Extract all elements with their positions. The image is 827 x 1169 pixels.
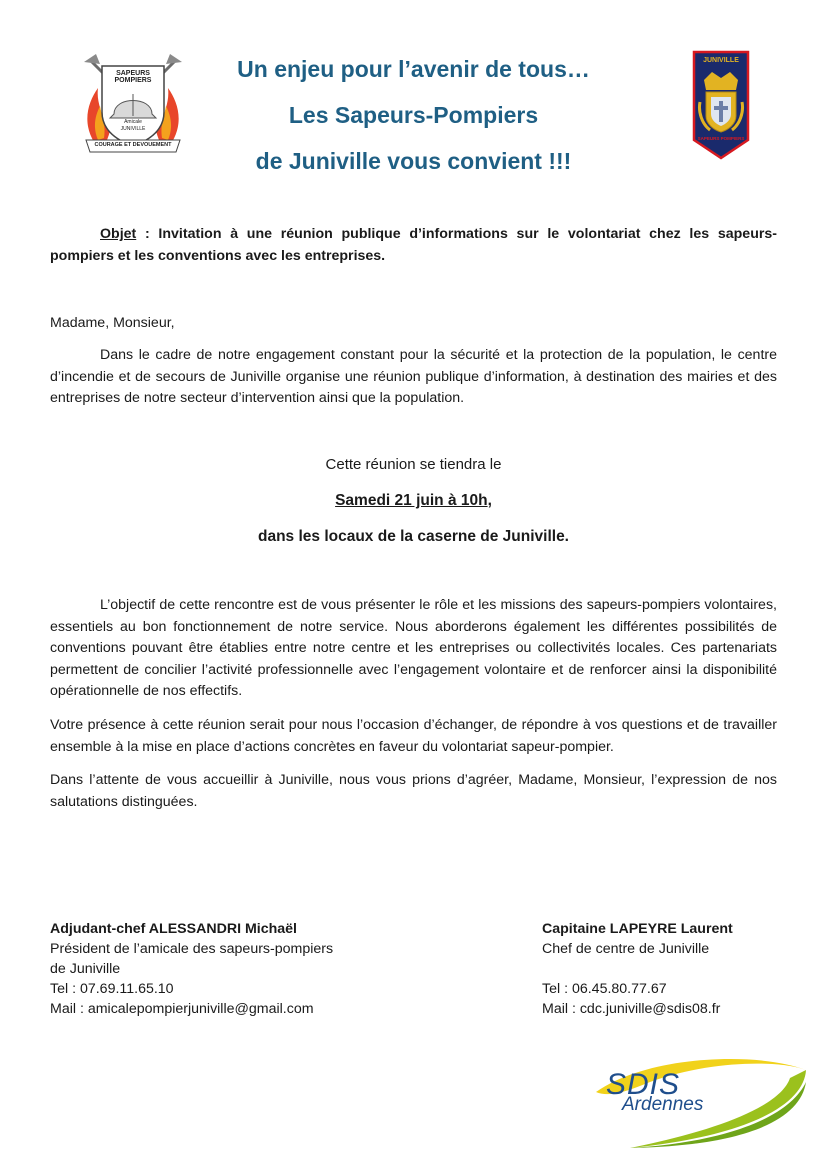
title-line-2: Les Sapeurs-Pompiers [288, 102, 539, 128]
signatory-right-name: Capitaine LAPEYRE Laurent [542, 921, 733, 937]
signatory-left-mail: Mail : amicalepompierjuniville@gmail.com [50, 1001, 314, 1017]
salutation: Madame, Monsieur, [50, 315, 175, 331]
sdis-ardennes-logo [590, 1052, 810, 1152]
meeting-place: dans les locaux de la caserne de Juniville. [257, 528, 569, 545]
crest-top-text: JUNIVILLE [703, 57, 739, 64]
signatory-left-role-2: de Juniville [50, 961, 121, 977]
signatory-right-tel: Tel : 06.45.80.77.67 [542, 981, 667, 997]
signatory-left-name: Adjudant-chef ALESSANDRI Michaël [50, 921, 297, 937]
paragraph-presence: Votre présence à cette réunion serait pour nous l’occasion d’échanger, de répondre à vos questions et de travailler ensemble à la mise en place d’actions concrètes en faveur du volontariat sapeur-pompier. [50, 717, 777, 755]
paragraph-intro: Dans le cadre de notre engagement constant pour la sécurité et la protection de la population, le centre d’incendie et de secours de Juniville organise une réunion publique d’information, à destination des mairies et des entreprises de notre secteur d’intervention ainsi que la population. [50, 347, 777, 406]
signatory-left-role-1: Président de l’amicale des sapeurs-pompiers [50, 941, 334, 957]
title-line-1: Un enjeu pour l’avenir de tous… [237, 56, 590, 82]
sdis-logo-text: SDIS [606, 1068, 681, 1101]
paragraph-objective: L’objectif de cette rencontre est de vous présenter le rôle et les missions des sapeurs-pompiers volontaires, essentiels au bon fonctionnement de notre service. Nous aborderons également les différentes possibilités de conventions pouvant être établies entre notre centre et les entreprises ou collectivités locales. Ces partenariats permettent de concilier l’activité professionnelle avec l’engagement volontaire et de renforcer ainsi la disponibilité opérationnelle de nos effectifs. [50, 597, 777, 699]
amicale-logo [80, 52, 186, 160]
crest-bottom-text: SAPEURS POMPIERS [697, 136, 745, 141]
signatory-right [542, 919, 733, 1019]
amicale-logo-top-text: SAPEURS POMPIERS [114, 70, 152, 84]
juniville-crest [692, 50, 750, 160]
signatory-right-mail: Mail : cdc.juniville@sdis08.fr [542, 1001, 721, 1017]
meeting-date-line [50, 492, 777, 510]
signatory-left [50, 919, 333, 1019]
signatory-left-tel: Tel : 07.69.11.65.10 [50, 981, 174, 997]
object-text: : Invitation à une réunion publique d’informations sur le volontariat chez les sapeurs-pompiers et les conventions avec les entreprises. [50, 226, 777, 264]
meeting-intro: Cette réunion se tiendra le [325, 456, 502, 473]
object-line [50, 224, 777, 267]
paragraph-closing: Dans l’attente de vous accueillir à Juniville, nous vous prions d’agréer, Madame, Monsieur, l’expression de nos salutations distinguées. [50, 772, 777, 810]
amicale-logo-mid-text: Amicale [124, 119, 142, 125]
amicale-logo-mid-text-2: JUNIVILLE [120, 126, 146, 132]
signatory-right-role: Chef de centre de Juniville [542, 941, 710, 957]
title-line-3: de Juniville vous convient !!! [255, 148, 572, 174]
object-label: Objet [100, 226, 137, 242]
amicale-logo-ribbon-text: COURAGE ET DEVOUEMENT [94, 142, 172, 148]
meeting-date: Samedi 21 juin à 10h [335, 492, 488, 509]
ardennes-logo-text: Ardennes [622, 1094, 704, 1115]
meeting-date-suffix: , [487, 492, 492, 509]
